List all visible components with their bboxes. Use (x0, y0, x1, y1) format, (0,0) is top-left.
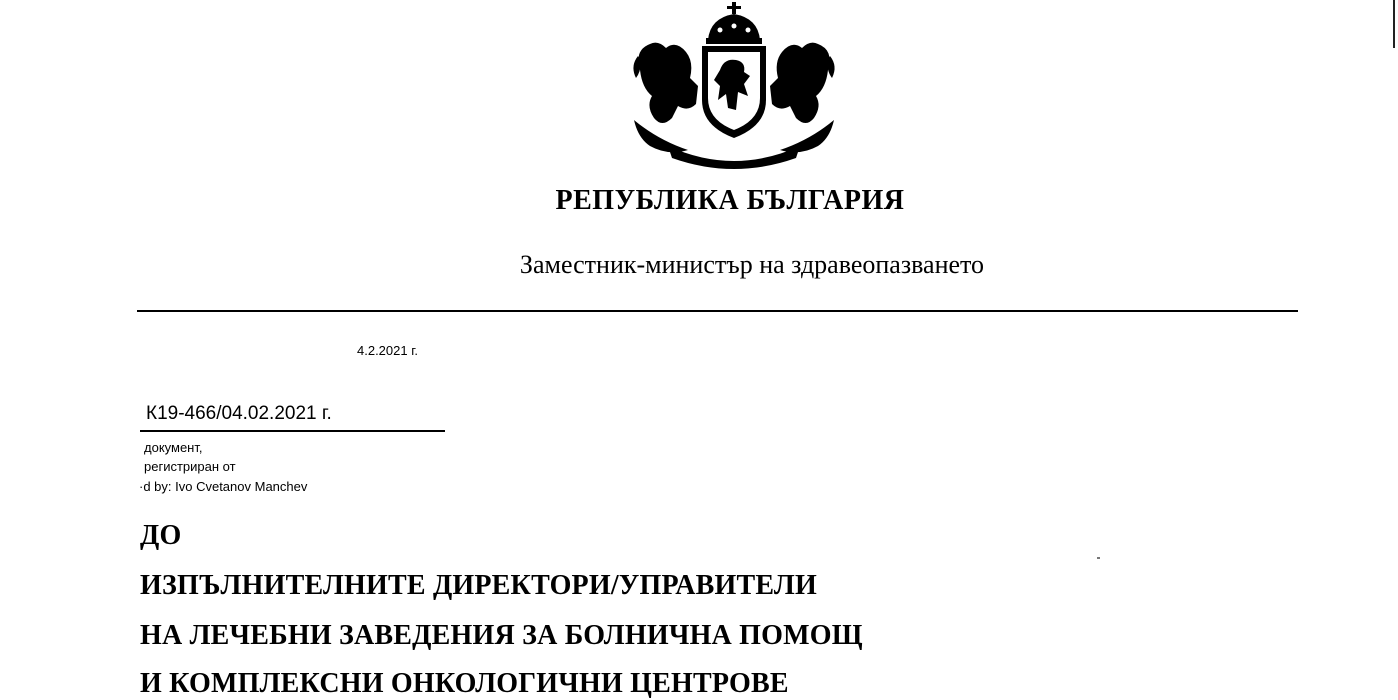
addressee-line: ДО (140, 520, 182, 551)
header-divider (137, 310, 1298, 312)
document-date: 4.2.2021 г. (357, 343, 418, 358)
document-title: РЕПУБЛИКА БЪЛГАРИЯ (555, 185, 905, 216)
signed-by-line: ·d by: Ivo Cvetanov Manchev (139, 479, 308, 494)
addressee-line: И КОМПЛЕКСНИ ОНКОЛОГИЧНИ ЦЕНТРОВЕ (140, 668, 789, 699)
document-note-line: регистриран от (144, 459, 236, 474)
registration-number: К19-466/04.02.2021 г. (146, 403, 332, 424)
addressee-line: НА ЛЕЧЕБНИ ЗАВЕДЕНИЯ ЗА БОЛНИЧНА ПОМОЩ (140, 620, 863, 651)
scan-speck (1097, 557, 1100, 559)
document-note-line: документ, (144, 440, 203, 455)
scan-edge-mark (1393, 0, 1395, 48)
coat-of-arms-icon (628, 0, 840, 172)
document-subtitle: Заместник-министър на здравеопазването (519, 250, 985, 279)
addressee-line: ИЗПЪЛНИТЕЛНИТЕ ДИРЕКТОРИ/УПРАВИТЕЛИ (140, 570, 817, 601)
registration-underline (140, 430, 445, 432)
